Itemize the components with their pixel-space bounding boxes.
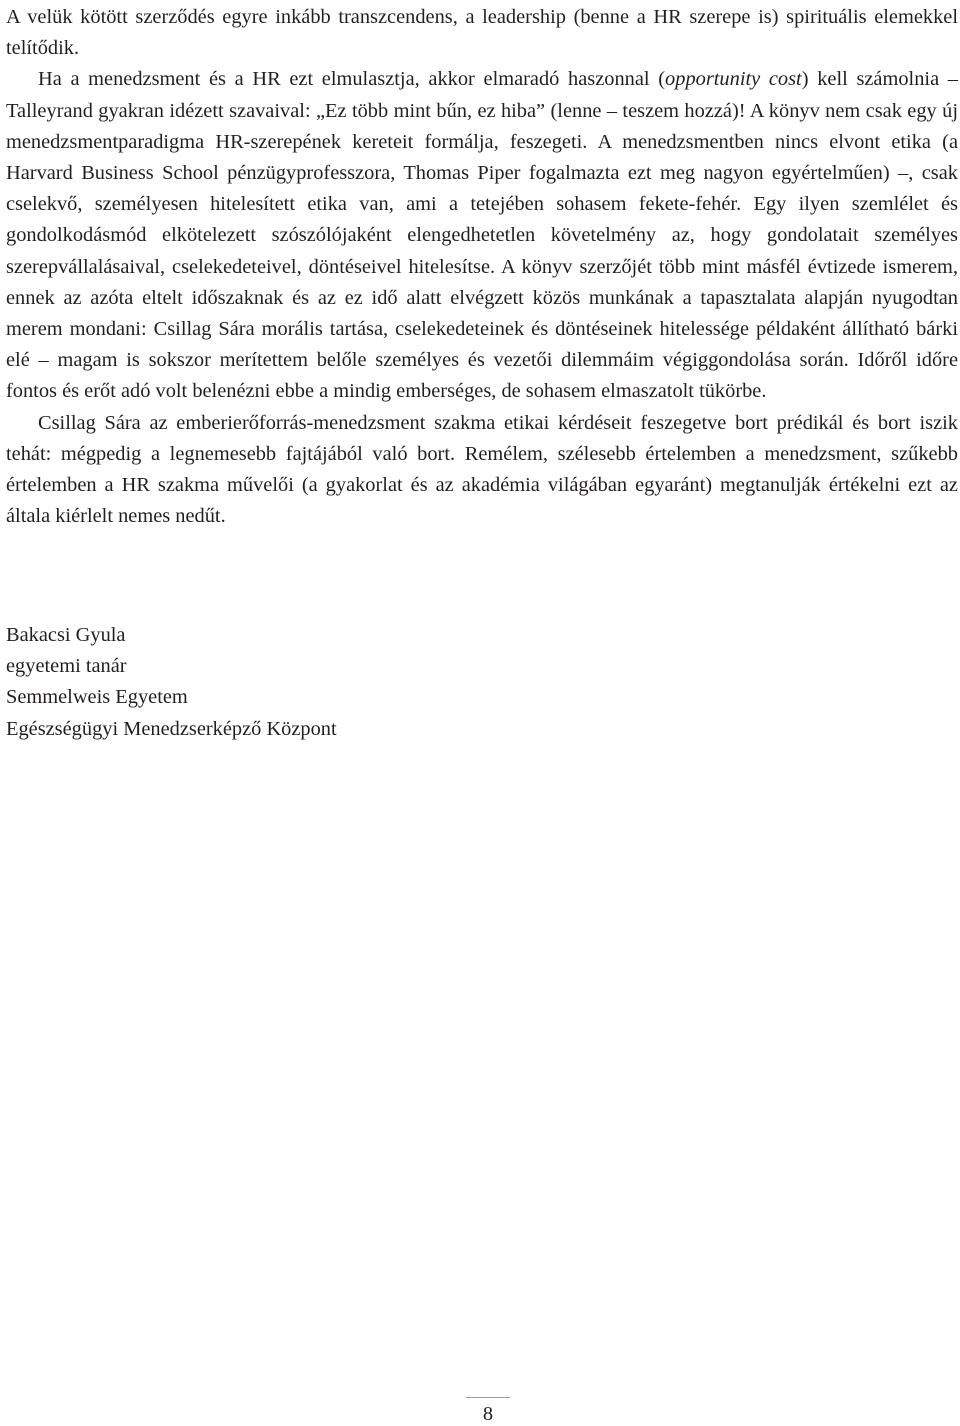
paragraph-2-text-b: ) kell számolnia – Talleyrand gyakran idézett szavaival: „Ez több mint bűn, ez hiba” (lenne – teszem hozzá)! A könyv nem csak egy új menedzsmentparadigma HR-szerepének kereteit formálja, feszegeti. A menedzsmentben nincs elvont etika (a Harvard Business School pénzügyprofesszora, Thomas Piper fogalmazta ezt meg nagyon egyértelműen) –, csak cselekvő, személyesen hitelesített etika van, ami a tetejében sohasem fekete-fehér. Egy ilyen szemlélet és gondolkodásmód elkötelezett szószólójaként elengedhetetlen követelmény az, hogy gondolatait személyes szerepvállalásaival, cselekedeteivel, döntéseivel hitelesítse. A könyv szerzőjét több mint másfél évtizede ismerem, ennek az azóta eltelt időszaknak és az ez idő alatt elvégzett közös munkának a tapasztalata alapján nyugodtan merem mondani: Csillag Sára morális tartása, cselekedeteinek és döntéseinek hitelessége példaként állítható bárki elé – magam is sokszor merítettem belőle személyes és vezetői dilemmáim végiggondolása során. Időről időre fontos és erőt adó volt belenézni ebbe a mindig emberséges, de sohasem elmaszatolt tükörbe.	[6, 68, 958, 403]
italic-term-opportunity-cost: opportunity cost	[665, 68, 802, 91]
paragraph-3	[6, 408, 958, 533]
signature-block	[6, 620, 337, 745]
paragraph-2	[6, 64, 958, 407]
signature-name: Bakacsi Gyula	[6, 624, 126, 646]
signature-department: Egészségügyi Menedzserképző Központ	[6, 717, 337, 740]
signature-title: egyetemi tanár	[6, 655, 127, 678]
paragraph-3-text: Csillag Sára az emberierőforrás-menedzsment szakma etikai kérdéseit feszegetve bort prédikál és bort iszik tehát: mégpedig a legnemesebb fajtájából való bort. Remélem, szélesebb értelemben a menedzsment, szűkebb értelemben a HR szakma művelői (a gyakorlat és az akadémia világában egyaránt) megtanulják értékelni ezt az általa kiérlelt nemes nedűt.	[6, 411, 958, 528]
paragraph-2-text-a: Ha a menedzsment és a HR ezt elmulasztja, akkor elmaradó haszonnal (	[38, 68, 666, 91]
page-number: 8	[482, 1403, 494, 1425]
paragraph-1	[6, 2, 958, 64]
signature-institution: Semmelweis Egyetem	[6, 686, 188, 709]
paragraph-1-text: A velük kötött szerződés egyre inkább transzcendens, a leadership (benne a HR szerepe is) spirituális elemekkel telítődik.	[6, 6, 958, 60]
page-number-rule	[466, 1397, 510, 1398]
body-text	[6, 2, 958, 532]
